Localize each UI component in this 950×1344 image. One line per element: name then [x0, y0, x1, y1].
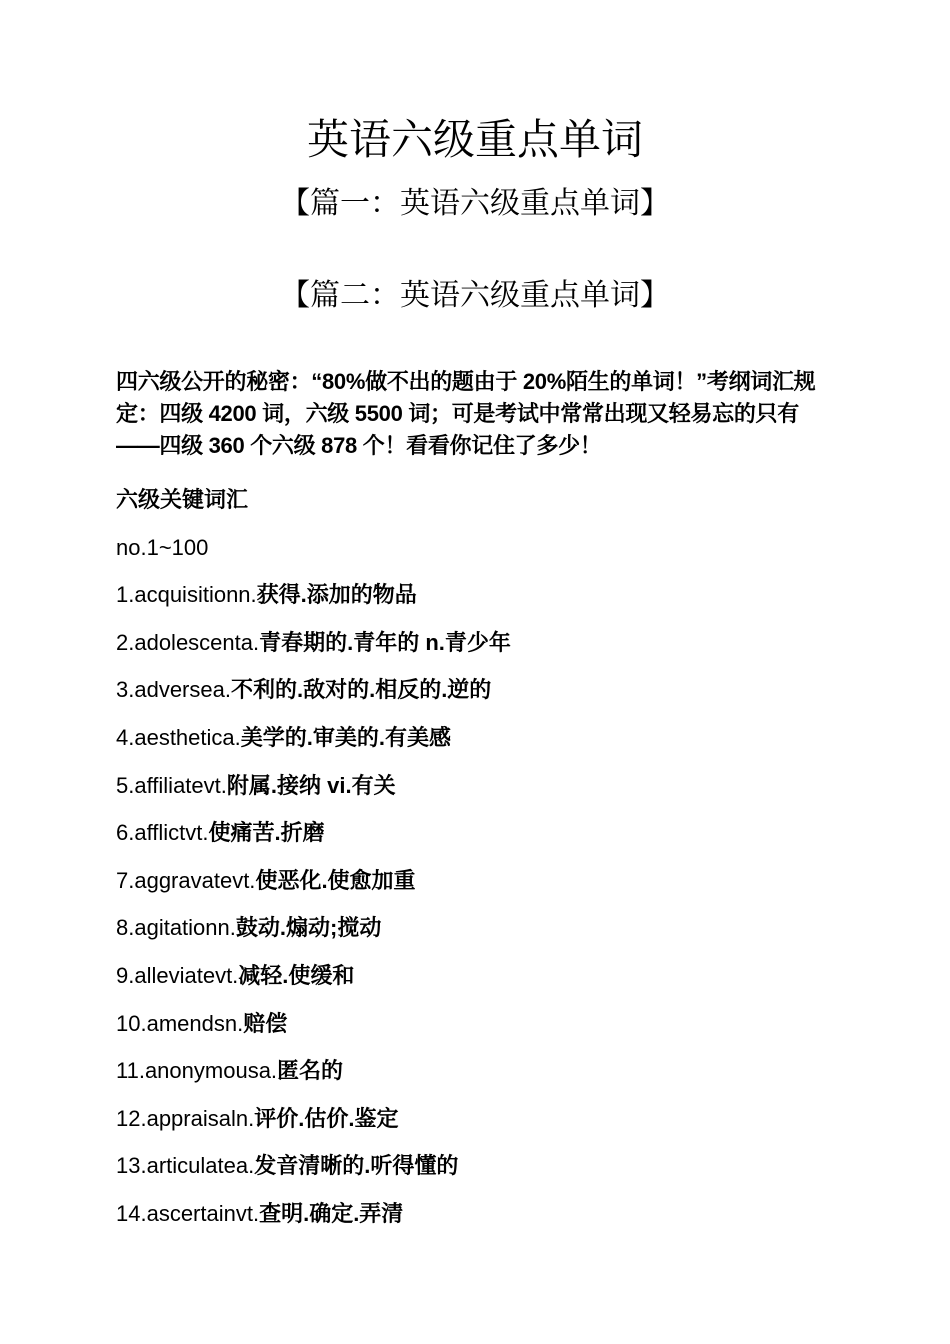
word-entry — [116, 904, 876, 952]
word-entry — [116, 1142, 876, 1190]
word-definition: 评价.估价.鉴定 — [254, 1105, 399, 1131]
word-entry — [116, 1000, 876, 1048]
word-definition: 附属.接纳 vi.有关 — [226, 772, 396, 798]
word-entry — [116, 1095, 876, 1143]
word-term: 10.amendsn. — [116, 1010, 244, 1036]
word-entry — [116, 1047, 876, 1095]
word-term: 5.affiliatevt. — [116, 772, 227, 798]
word-definition: 青春期的.青年的 n.青少年 — [259, 629, 511, 655]
word-term: 7.aggravatevt. — [116, 867, 256, 893]
word-entry — [116, 666, 876, 714]
word-term: 4.aesthetica. — [116, 724, 241, 750]
word-entry — [116, 571, 876, 619]
word-definition: 使恶化.使愈加重 — [255, 867, 416, 893]
vocabulary-list — [116, 476, 876, 1238]
word-term: 6.afflictvt. — [116, 820, 209, 846]
word-definition: 发音清晰的.听得懂的 — [254, 1153, 459, 1179]
document-title: 英语六级重点单词 — [306, 116, 643, 163]
word-entry — [116, 857, 876, 905]
word-definition: 不利的.敌对的.相反的.逆的 — [230, 677, 492, 703]
word-term: 14.ascertainvt. — [116, 1200, 260, 1226]
word-entry — [116, 952, 876, 1000]
word-entry — [116, 714, 876, 762]
word-definition: 赔偿 — [243, 1010, 288, 1036]
word-term: 9.alleviatevt. — [116, 962, 239, 988]
word-term: 12.appraisaln. — [116, 1105, 255, 1131]
word-definition: 查明.确定.弄清 — [259, 1200, 404, 1226]
word-definition: 鼓动.煽动;搅动 — [235, 915, 382, 941]
word-term: 13.articulatea. — [116, 1153, 255, 1179]
word-definition: 匿名的 — [277, 1058, 344, 1084]
word-term: 8.agitationn. — [116, 915, 236, 941]
section-heading-2: 【篇二：英语六级重点单词】 — [280, 279, 670, 312]
intro-paragraph: 四六级公开的秘密：“80%做不出的题由于 20%陌生的单词！”考纲词汇规定：四级 4200 词，六级 5500 词；可是考试中常常出现又轻易忘的只有——四级 360 个六级 878 个！看看你记住了多少！ — [116, 369, 816, 458]
word-definition: 美学的.审美的.有美感 — [240, 724, 451, 750]
word-definition: 减轻.使缓和 — [238, 962, 355, 988]
word-term: 1.acquisitionn. — [116, 582, 257, 608]
range-label: no.1~100 — [116, 534, 209, 560]
word-term: 2.adolescenta. — [116, 629, 260, 655]
word-definition: 使痛苦.折磨 — [208, 820, 325, 846]
word-entry — [116, 762, 876, 810]
word-term: 3.adversea. — [116, 677, 231, 703]
word-entry — [116, 1190, 876, 1238]
word-entry — [116, 619, 876, 667]
word-term: 11.anonymousa. — [116, 1058, 278, 1084]
vocabulary-subheading: 六级关键词汇 — [116, 487, 249, 512]
section-heading-1: 【篇一：英语六级重点单词】 — [280, 187, 670, 220]
word-entry — [116, 809, 876, 857]
word-definition: 获得.添加的物品 — [256, 582, 417, 608]
